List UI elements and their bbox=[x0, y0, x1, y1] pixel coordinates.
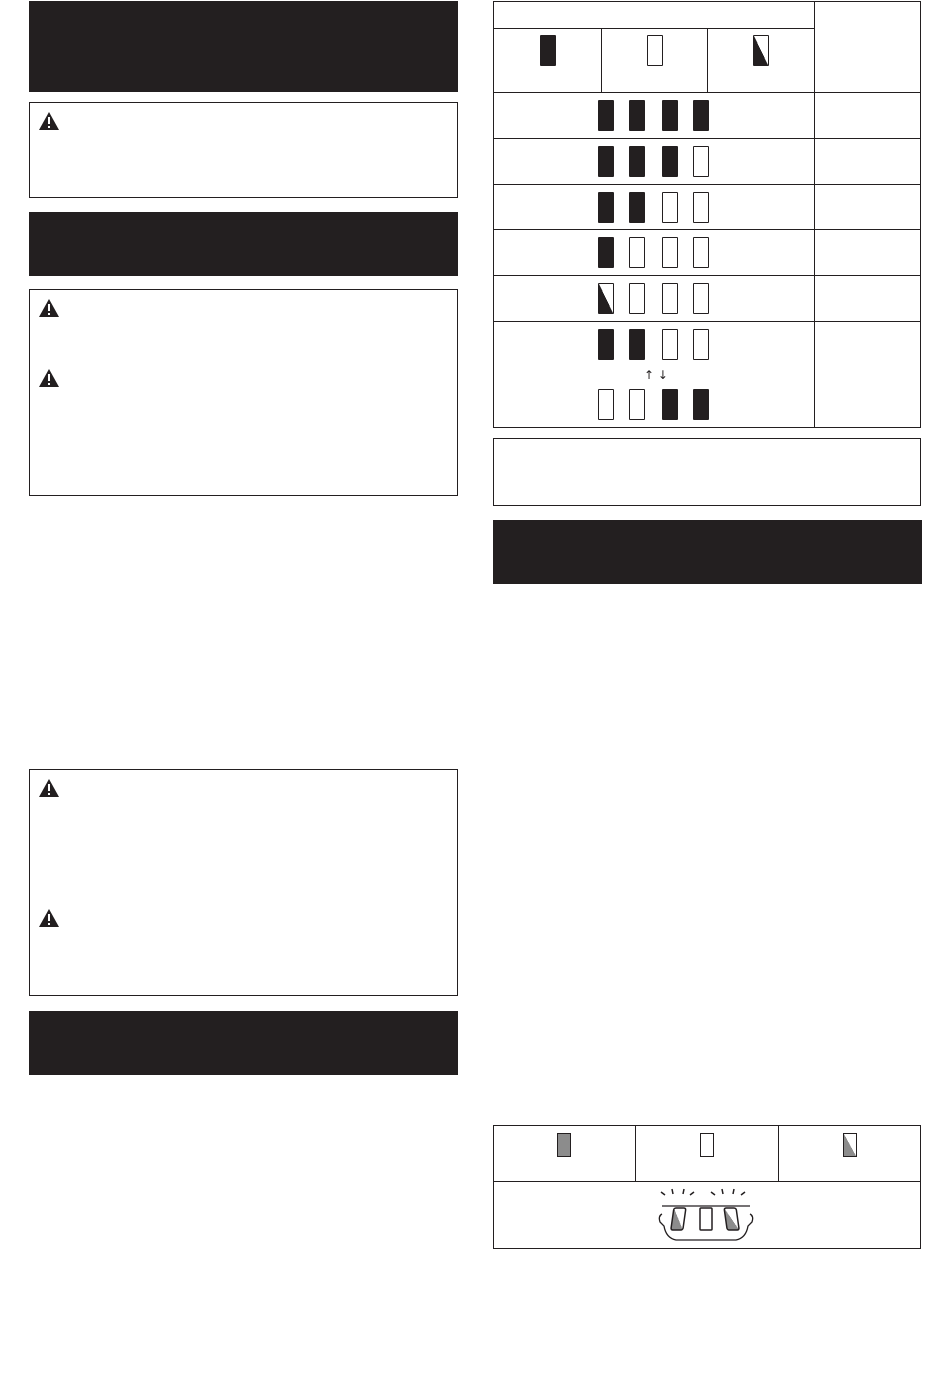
status-table bbox=[493, 1125, 921, 1249]
section-banner-2 bbox=[29, 212, 458, 276]
indicator-lamp bbox=[629, 237, 645, 268]
warning-triangle-icon bbox=[38, 908, 60, 928]
warning-triangle-icon bbox=[38, 778, 60, 798]
charging-indicator-icon bbox=[656, 1186, 756, 1244]
indicator-lamp bbox=[662, 192, 678, 223]
indicator-lamp bbox=[693, 283, 709, 314]
indicator-lamp bbox=[598, 100, 614, 131]
legend-off-icon bbox=[647, 35, 663, 66]
indicator-lamp bbox=[629, 100, 645, 131]
warning-triangle-icon bbox=[38, 111, 60, 131]
legend-lit-gray-icon bbox=[557, 1133, 571, 1157]
toggle-arrows: ↑ ↓ bbox=[644, 368, 668, 382]
indicator-lamp bbox=[693, 100, 709, 131]
section-banner-1 bbox=[29, 1, 458, 92]
note-box bbox=[493, 438, 921, 506]
indicator-lamp bbox=[598, 146, 614, 177]
indicator-lamp bbox=[629, 146, 645, 177]
indicator-lamp bbox=[662, 100, 678, 131]
indicator-lamp bbox=[629, 283, 645, 314]
indicator-lamp bbox=[693, 146, 709, 177]
indicator-lamp-alt bbox=[598, 389, 614, 420]
section-banner-4 bbox=[493, 520, 922, 584]
indicator-lamp bbox=[693, 192, 709, 223]
indicator-lamp bbox=[598, 237, 614, 268]
warning-triangle-icon bbox=[38, 298, 60, 318]
warning-box-1 bbox=[29, 102, 458, 198]
indicator-lamp bbox=[598, 283, 614, 314]
indicator-lamp bbox=[662, 146, 678, 177]
indicator-lamp-alt bbox=[662, 389, 678, 420]
indicator-table bbox=[493, 1, 921, 428]
warning-triangle-icon bbox=[38, 368, 60, 388]
indicator-lamp-alt bbox=[693, 389, 709, 420]
warning-box-3 bbox=[29, 769, 458, 996]
section-banner-3 bbox=[29, 1011, 458, 1075]
indicator-lamp bbox=[598, 329, 614, 360]
indicator-lamp bbox=[598, 192, 614, 223]
legend-lit-icon bbox=[540, 35, 556, 66]
indicator-lamp bbox=[693, 329, 709, 360]
indicator-lamp bbox=[662, 237, 678, 268]
indicator-lamp bbox=[662, 329, 678, 360]
warning-box-2 bbox=[29, 289, 458, 496]
indicator-lamp bbox=[693, 237, 709, 268]
legend-blinking-icon bbox=[753, 35, 769, 66]
indicator-lamp bbox=[629, 329, 645, 360]
indicator-lamp-alt bbox=[629, 389, 645, 420]
indicator-lamp bbox=[629, 192, 645, 223]
indicator-lamp bbox=[662, 283, 678, 314]
legend-blinking-icon bbox=[843, 1133, 857, 1157]
legend-off-icon bbox=[700, 1133, 714, 1157]
